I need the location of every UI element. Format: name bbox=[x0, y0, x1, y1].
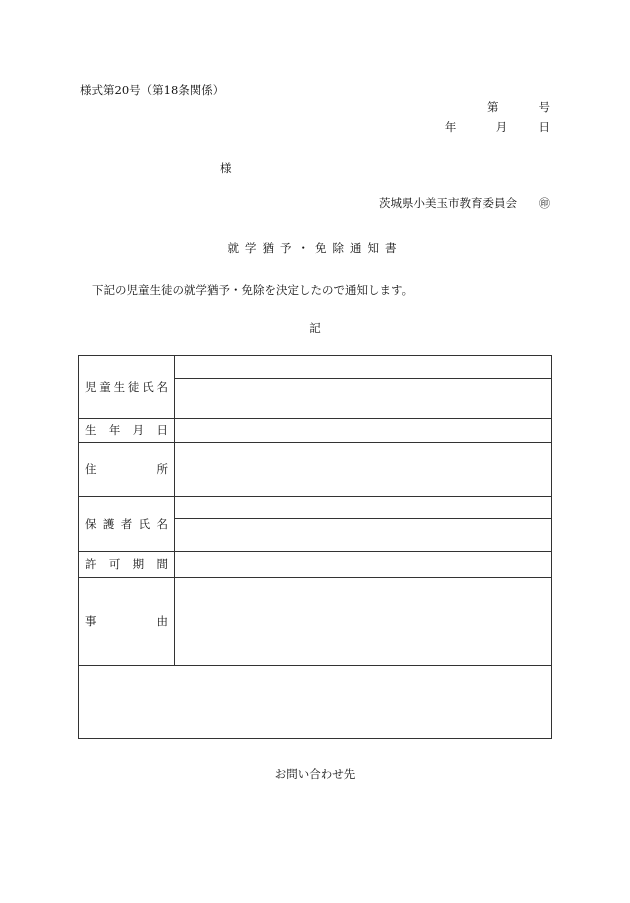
date-month-label: 月 bbox=[495, 120, 508, 134]
label-birth-date: 生 年 月 日 bbox=[85, 423, 168, 437]
label-permission-period: 許 可 期 間 bbox=[85, 557, 168, 571]
student-name-field[interactable] bbox=[175, 379, 551, 418]
issuer bbox=[379, 195, 550, 211]
document-number bbox=[487, 99, 550, 115]
document-number-suffix: 号 bbox=[538, 100, 550, 114]
seal-mark: ㊞ bbox=[539, 197, 550, 210]
body-text: 下記の児童生徒の就学猶予・免除を決定したので通知します。 bbox=[92, 283, 414, 297]
form-code: 様式第20号（第18条関係） bbox=[80, 83, 225, 97]
address-field[interactable] bbox=[175, 443, 551, 496]
student-name-kana-field[interactable] bbox=[175, 356, 551, 378]
guardian-name-field[interactable] bbox=[175, 519, 551, 551]
contact-label: お問い合わせ先 bbox=[274, 767, 356, 781]
document-title: 就学猶予・免除通知書 bbox=[227, 241, 403, 255]
permission-period-field[interactable] bbox=[175, 552, 551, 577]
guardian-name-kana-field[interactable] bbox=[175, 497, 551, 518]
document-date bbox=[445, 119, 550, 135]
form-table bbox=[78, 355, 552, 739]
label-address: 住 所 bbox=[85, 462, 168, 476]
reason-field[interactable] bbox=[175, 578, 551, 665]
addressee-honorific: 様 bbox=[220, 161, 232, 175]
date-year-label: 年 bbox=[444, 120, 457, 134]
label-student-name: 児 童 生 徒 氏 名 bbox=[85, 380, 168, 394]
issuer-name: 茨城県小美玉市教育委員会 bbox=[379, 196, 517, 210]
label-guardian-name: 保 護 者 氏 名 bbox=[85, 516, 168, 531]
birth-date-field[interactable] bbox=[175, 419, 551, 442]
document-number-prefix: 第 bbox=[487, 100, 499, 114]
date-day-label: 日 bbox=[538, 120, 550, 134]
remarks-area[interactable] bbox=[79, 666, 551, 738]
ki-label: 記 bbox=[309, 321, 321, 335]
label-reason: 事 由 bbox=[85, 614, 168, 628]
